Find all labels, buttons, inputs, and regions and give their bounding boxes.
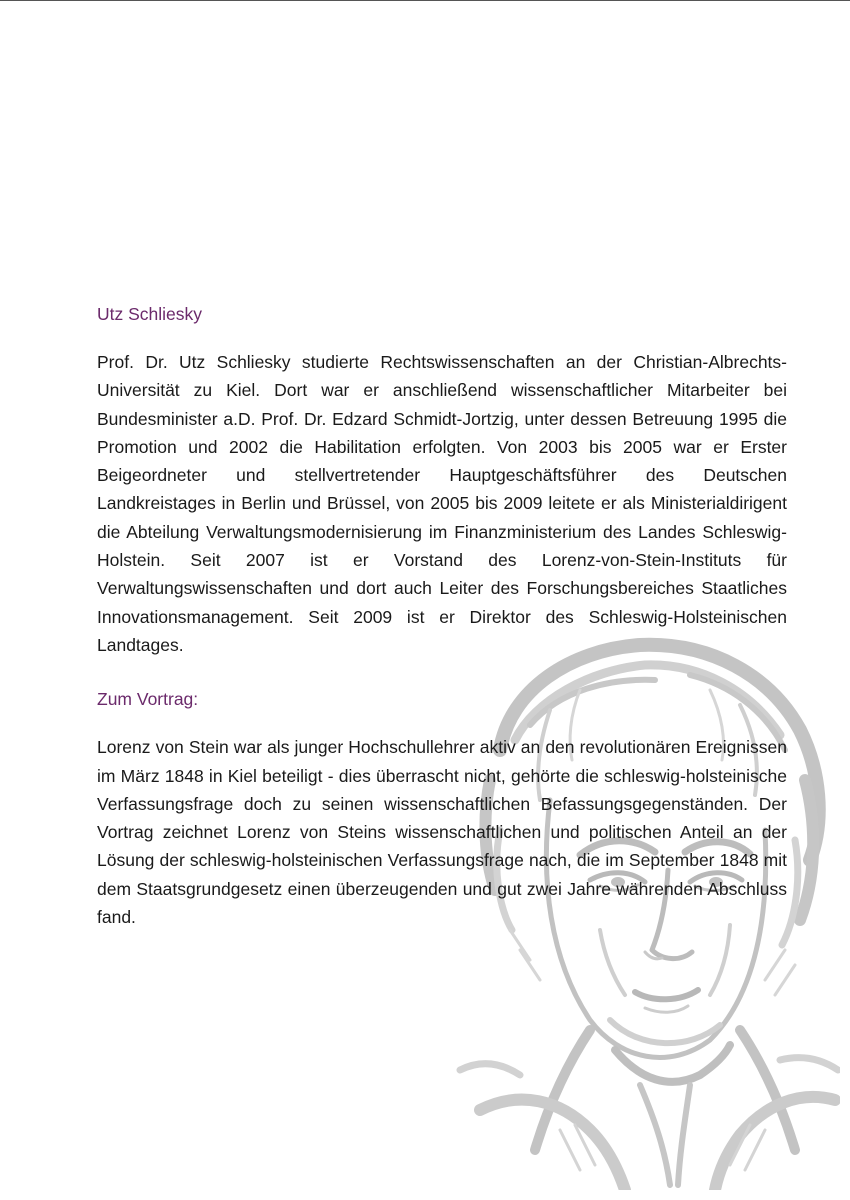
top-rule (0, 0, 850, 1)
document-content (97, 300, 787, 957)
talk-heading: Zum Vortrag: (97, 689, 199, 710)
bio-paragraph: Prof. Dr. Utz Schliesky studierte Rechtswissenschaften an der Christian-Albrechts-Universität zu Kiel. Dort war er anschließend wissenschaftlicher Mitarbeiter bei Bundesminister a.D. Prof. Dr. Edzard Schmidt-Jortzig, unter dessen Betreuung 1995 die Promotion und 2002 die Habilitation erfolgten. Von 2003 bis 2005 war er Erster Beigeordneter und stellvertretender Hauptgeschäftsführer des Deutschen Landkreistages in Berlin und Brüssel, von 2005 bis 2009 leitete er als Ministerialdirigent die Abteilung Verwaltungsmodernisierung im Finanzministerium des Landes Schleswig-Holstein. Seit 2007 ist er Vorstand des Lorenz-von-Stein-Instituts für Verwaltungswissenschaften und dort auch Leiter des Forschungsbereiches Staatliches Innovationsmanagement. Seit 2009 ist er Direktor des Schleswig-Holsteinischen Landtages. (97, 352, 787, 655)
bio-heading: Utz Schliesky (97, 304, 203, 324)
talk-paragraph: Lorenz von Stein war als junger Hochschullehrer aktiv an den revolutionären Ereignissen im März 1848 in Kiel beteiligt - dies überrascht nicht, gehörte die schleswig-holsteinische Verfassungsfrage doch zu seinen wissenschaftlichen Befassungsgegenständen. Der Vortrag zeichnet Lorenz von Steins wissenschaftlichen und politischen Anteil an der Lösung der schleswig-holsteinischen Verfassungsfrage nach, die im September 1848 mit dem Staatsgrundgesetz einen überzeugenden und gut zwei Jahre währenden Abschluss fand. (97, 737, 787, 928)
